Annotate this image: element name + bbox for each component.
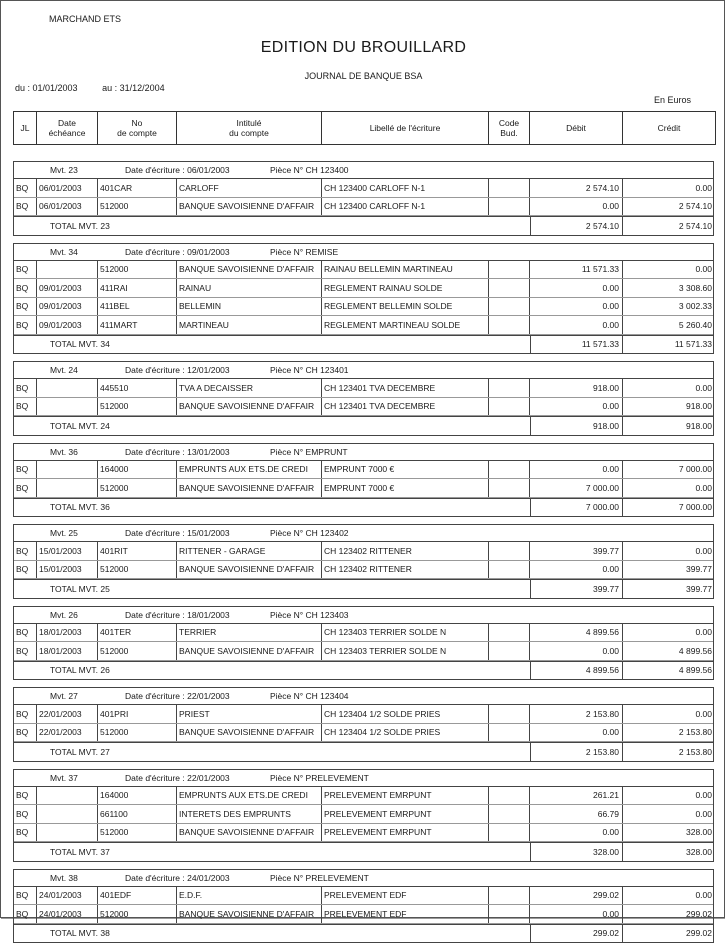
cell-date: 22/01/2003 bbox=[37, 724, 98, 742]
cell-code bbox=[489, 279, 530, 297]
total-row bbox=[14, 498, 713, 517]
cell-account: 401RIT bbox=[98, 542, 177, 560]
entry-row bbox=[14, 724, 713, 743]
total-credit: 2 574.10 bbox=[678, 220, 712, 231]
cell-jl: BQ bbox=[14, 542, 37, 560]
cell-code bbox=[489, 198, 530, 216]
cell-title: INTERETS DES EMPRUNTS bbox=[177, 805, 322, 823]
cell-date: 15/01/2003 bbox=[37, 561, 98, 579]
col-debit: Débit bbox=[530, 112, 623, 144]
cell-jl: BQ bbox=[14, 905, 37, 923]
cell-label: CH 123404 1/2 SOLDE PRIES bbox=[322, 705, 489, 723]
cell-date bbox=[37, 824, 98, 842]
cell-code bbox=[489, 561, 530, 579]
total-label: TOTAL MVT. 25 bbox=[50, 583, 110, 594]
cell-date: 24/01/2003 bbox=[37, 887, 98, 905]
cell-label: CH 123400 CARLOFF N-1 bbox=[322, 198, 489, 216]
cell-debit: 0.00 bbox=[530, 642, 623, 660]
report-title: EDITION DU BROUILLARD bbox=[260, 39, 467, 56]
total-debit: 4 899.56 bbox=[530, 662, 623, 680]
total-row bbox=[14, 579, 713, 598]
movement-block bbox=[13, 687, 714, 762]
cell-jl: BQ bbox=[14, 824, 37, 842]
cell-jl: BQ bbox=[14, 261, 37, 279]
cell-debit: 7 000.00 bbox=[530, 479, 623, 497]
movement-block bbox=[13, 243, 714, 355]
cell-debit: 0.00 bbox=[530, 279, 623, 297]
piece-number: Pièce N° PRELEVEMENT bbox=[270, 872, 369, 883]
entry-row bbox=[14, 298, 713, 317]
movement-header bbox=[14, 770, 713, 787]
entry-row bbox=[14, 787, 713, 806]
movement-number: Mvt. 25 bbox=[50, 528, 78, 538]
entry-date: Date d'écriture : 18/01/2003 bbox=[125, 609, 230, 620]
total-credit: 4 899.56 bbox=[678, 665, 712, 676]
total-row bbox=[14, 924, 713, 943]
entry-row bbox=[14, 705, 713, 724]
cell-jl: BQ bbox=[14, 624, 37, 642]
cell-code bbox=[489, 542, 530, 560]
movement-header bbox=[14, 525, 713, 542]
entry-row bbox=[14, 261, 713, 280]
cell-credit: 0.00 bbox=[695, 182, 712, 193]
cell-jl: BQ bbox=[14, 379, 37, 397]
total-credit: 918.00 bbox=[686, 420, 712, 431]
cell-label: PRELEVEMENT EMRPUNT bbox=[322, 787, 489, 805]
cell-code bbox=[489, 479, 530, 497]
cell-jl: BQ bbox=[14, 179, 37, 197]
cell-label: CH 123403 TERRIER SOLDE N bbox=[322, 642, 489, 660]
cell-date bbox=[37, 479, 98, 497]
col-date: Date échéance bbox=[37, 112, 98, 144]
period-to: au : 31/12/2004 bbox=[102, 83, 165, 93]
col-jl: JL bbox=[14, 112, 37, 144]
cell-date: 06/01/2003 bbox=[37, 198, 98, 216]
movement-block bbox=[13, 606, 714, 681]
total-row bbox=[14, 216, 713, 235]
cell-date: 18/01/2003 bbox=[37, 624, 98, 642]
piece-number: Pièce N° EMPRUNT bbox=[270, 446, 348, 457]
entry-row bbox=[14, 316, 713, 335]
period-from: du : 01/01/2003 bbox=[15, 83, 78, 93]
cell-code bbox=[489, 461, 530, 479]
cell-debit: 2 574.10 bbox=[530, 179, 623, 197]
entry-row bbox=[14, 279, 713, 298]
cell-account: 512000 bbox=[98, 398, 177, 416]
currency-label: En Euros bbox=[654, 95, 692, 105]
movement-header bbox=[14, 688, 713, 705]
movement-header bbox=[14, 870, 713, 887]
entry-row bbox=[14, 905, 713, 924]
cell-title: PRIEST bbox=[177, 705, 322, 723]
entry-row bbox=[14, 824, 713, 843]
cell-code bbox=[489, 624, 530, 642]
cell-code bbox=[489, 724, 530, 742]
cell-credit: 2 153.80 bbox=[678, 727, 712, 738]
cell-credit: 7 000.00 bbox=[678, 464, 712, 475]
cell-debit: 4 899.56 bbox=[530, 624, 623, 642]
journal-name: JOURNAL DE BANQUE BSA bbox=[304, 71, 423, 81]
cell-debit: 399.77 bbox=[530, 542, 623, 560]
cell-credit: 0.00 bbox=[695, 545, 712, 556]
cell-jl: BQ bbox=[14, 398, 37, 416]
cell-jl: BQ bbox=[14, 724, 37, 742]
piece-number: Pièce N° CH 123403 bbox=[270, 609, 349, 620]
cell-account: 445510 bbox=[98, 379, 177, 397]
entry-date: Date d'écriture : 24/01/2003 bbox=[125, 872, 230, 883]
cell-label: CH 123400 CARLOFF N-1 bbox=[322, 179, 489, 197]
cell-label: REGLEMENT RAINAU SOLDE bbox=[322, 279, 489, 297]
entry-row bbox=[14, 461, 713, 480]
cell-debit: 918.00 bbox=[530, 379, 623, 397]
movement-block bbox=[13, 161, 714, 236]
movement-block bbox=[13, 361, 714, 436]
cell-jl: BQ bbox=[14, 461, 37, 479]
piece-number: Pièce N° CH 123404 bbox=[270, 691, 349, 701]
movement-header bbox=[14, 607, 713, 624]
cell-credit: 4 899.56 bbox=[678, 645, 712, 656]
cell-account: 411BEL bbox=[98, 298, 177, 316]
cell-code bbox=[489, 642, 530, 660]
cell-label: CH 123401 TVA DECEMBRE bbox=[322, 379, 489, 397]
cell-debit: 11 571.33 bbox=[530, 261, 623, 279]
entry-row bbox=[14, 198, 713, 217]
cell-code bbox=[489, 261, 530, 279]
cell-debit: 0.00 bbox=[530, 316, 623, 334]
cell-account: 512000 bbox=[98, 824, 177, 842]
total-label: TOTAL MVT. 27 bbox=[50, 746, 110, 757]
cell-code bbox=[489, 398, 530, 416]
col-title: Intitulé du compte bbox=[177, 112, 322, 144]
period bbox=[15, 83, 187, 93]
cell-title: BANQUE SAVOISIENNE D'AFFAIR bbox=[177, 724, 322, 742]
cell-credit: 0.00 bbox=[695, 482, 712, 493]
total-credit: 2 153.80 bbox=[678, 746, 712, 757]
cell-account: 512000 bbox=[98, 905, 177, 923]
cell-code bbox=[489, 705, 530, 723]
cell-account: 401EDF bbox=[98, 887, 177, 905]
total-debit: 11 571.33 bbox=[530, 336, 623, 354]
cell-account: 512000 bbox=[98, 642, 177, 660]
cell-code bbox=[489, 787, 530, 805]
total-row bbox=[14, 335, 713, 354]
cell-title: TVA A DECAISSER bbox=[177, 379, 322, 397]
cell-jl: BQ bbox=[14, 805, 37, 823]
cell-credit: 3 308.60 bbox=[678, 282, 712, 293]
movement-block bbox=[13, 524, 714, 599]
cell-account: 661100 bbox=[98, 805, 177, 823]
cell-debit: 66.79 bbox=[530, 805, 623, 823]
cell-date: 09/01/2003 bbox=[37, 298, 98, 316]
cell-account: 401TER bbox=[98, 624, 177, 642]
total-debit: 299.02 bbox=[530, 925, 623, 943]
col-credit: Crédit bbox=[657, 123, 681, 133]
cell-code bbox=[489, 905, 530, 923]
total-credit: 399.77 bbox=[686, 583, 712, 594]
total-label: TOTAL MVT. 38 bbox=[50, 928, 110, 939]
total-credit: 7 000.00 bbox=[678, 502, 712, 513]
movement-number: Mvt. 38 bbox=[50, 872, 78, 883]
entry-row bbox=[14, 179, 713, 198]
cell-title: BANQUE SAVOISIENNE D'AFFAIR bbox=[177, 824, 322, 842]
movement-number: Mvt. 26 bbox=[50, 609, 78, 620]
cell-jl: BQ bbox=[14, 561, 37, 579]
total-label: TOTAL MVT. 37 bbox=[50, 846, 110, 857]
cell-jl: BQ bbox=[14, 298, 37, 316]
total-label: TOTAL MVT. 34 bbox=[50, 339, 110, 350]
cell-credit: 0.00 bbox=[695, 264, 712, 275]
cell-jl: BQ bbox=[14, 642, 37, 660]
cell-credit: 328.00 bbox=[686, 827, 712, 838]
total-row bbox=[14, 842, 713, 861]
cell-title: EMPRUNTS AUX ETS.DE CREDI bbox=[177, 461, 322, 479]
cell-account: 164000 bbox=[98, 787, 177, 805]
total-debit: 7 000.00 bbox=[530, 499, 623, 517]
piece-number: Pièce N° REMISE bbox=[270, 246, 339, 257]
cell-date bbox=[37, 787, 98, 805]
cell-credit: 0.00 bbox=[695, 627, 712, 638]
cell-debit: 0.00 bbox=[530, 561, 623, 579]
entries-list bbox=[13, 161, 714, 950]
cell-date: 06/01/2003 bbox=[37, 179, 98, 197]
cell-account: 512000 bbox=[98, 261, 177, 279]
piece-number: Pièce N° CH 123400 bbox=[270, 165, 349, 175]
total-debit: 2 153.80 bbox=[530, 743, 623, 761]
cell-date bbox=[37, 461, 98, 479]
cell-code bbox=[489, 805, 530, 823]
cell-debit: 0.00 bbox=[530, 824, 623, 842]
cell-title: BANQUE SAVOISIENNE D'AFFAIR bbox=[177, 905, 322, 923]
cell-code bbox=[489, 179, 530, 197]
total-row bbox=[14, 742, 713, 761]
cell-title: BANQUE SAVOISIENNE D'AFFAIR bbox=[177, 561, 322, 579]
cell-label: PRELEVEMENT EDF bbox=[322, 887, 489, 905]
col-account: No de compte bbox=[98, 112, 177, 144]
entry-date: Date d'écriture : 13/01/2003 bbox=[125, 446, 230, 457]
cell-title: RITTENER - GARAGE bbox=[177, 542, 322, 560]
cell-label: CH 123401 TVA DECEMBRE bbox=[322, 398, 489, 416]
cell-debit: 0.00 bbox=[530, 198, 623, 216]
cell-title: BANQUE SAVOISIENNE D'AFFAIR bbox=[177, 198, 322, 216]
movement-block bbox=[13, 769, 714, 862]
entry-row bbox=[14, 561, 713, 580]
cell-credit: 3 002.33 bbox=[678, 301, 712, 312]
cell-debit: 261.21 bbox=[530, 787, 623, 805]
total-credit: 328.00 bbox=[686, 846, 712, 857]
cell-credit: 2 574.10 bbox=[678, 201, 712, 212]
cell-code bbox=[489, 316, 530, 334]
cell-date: 18/01/2003 bbox=[37, 642, 98, 660]
entry-date: Date d'écriture : 15/01/2003 bbox=[125, 528, 230, 538]
column-header bbox=[13, 111, 716, 145]
col-label: Libellé de l'écriture bbox=[322, 112, 489, 144]
total-label: TOTAL MVT. 24 bbox=[50, 420, 110, 431]
cell-label: PRELEVEMENT EDF bbox=[322, 905, 489, 923]
cell-date: 09/01/2003 bbox=[37, 316, 98, 334]
cell-date: 15/01/2003 bbox=[37, 542, 98, 560]
entry-row bbox=[14, 479, 713, 498]
cell-debit: 0.00 bbox=[530, 905, 623, 923]
piece-number: Pièce N° PRELEVEMENT bbox=[270, 772, 369, 783]
cell-label: CH 123404 1/2 SOLDE PRIES bbox=[322, 724, 489, 742]
entry-date: Date d'écriture : 22/01/2003 bbox=[125, 772, 230, 783]
cell-label: CH 123402 RITTENER bbox=[322, 561, 489, 579]
cell-label: REGLEMENT MARTINEAU SOLDE bbox=[322, 316, 489, 334]
entry-row bbox=[14, 624, 713, 643]
cell-credit: 299.02 bbox=[686, 908, 712, 919]
cell-jl: BQ bbox=[14, 279, 37, 297]
movement-number: Mvt. 37 bbox=[50, 772, 78, 783]
total-debit: 328.00 bbox=[530, 843, 623, 861]
total-debit: 2 574.10 bbox=[530, 217, 623, 235]
cell-title: CARLOFF bbox=[177, 179, 322, 197]
movement-header bbox=[14, 244, 713, 261]
cell-date bbox=[37, 379, 98, 397]
cell-debit: 0.00 bbox=[530, 298, 623, 316]
movement-header bbox=[14, 444, 713, 461]
cell-jl: BQ bbox=[14, 316, 37, 334]
movement-number: Mvt. 24 bbox=[50, 365, 78, 375]
movement-number: Mvt. 27 bbox=[50, 691, 78, 701]
cell-date bbox=[37, 261, 98, 279]
cell-account: 512000 bbox=[98, 724, 177, 742]
cell-title: RAINAU bbox=[177, 279, 322, 297]
entry-row bbox=[14, 887, 713, 906]
cell-jl: BQ bbox=[14, 479, 37, 497]
cell-label: PRELEVEMENT EMRPUNT bbox=[322, 805, 489, 823]
movement-block bbox=[13, 869, 714, 944]
cell-title: BANQUE SAVOISIENNE D'AFFAIR bbox=[177, 398, 322, 416]
entry-date: Date d'écriture : 12/01/2003 bbox=[125, 365, 230, 375]
cell-debit: 0.00 bbox=[530, 461, 623, 479]
entry-row bbox=[14, 398, 713, 417]
col-code: Code Bud. bbox=[489, 112, 530, 144]
cell-date bbox=[37, 398, 98, 416]
movement-number: Mvt. 23 bbox=[50, 165, 78, 175]
cell-debit: 0.00 bbox=[530, 398, 623, 416]
cell-title: BANQUE SAVOISIENNE D'AFFAIR bbox=[177, 261, 322, 279]
cell-label: CH 123402 RITTENER bbox=[322, 542, 489, 560]
cell-title: BANQUE SAVOISIENNE D'AFFAIR bbox=[177, 642, 322, 660]
total-label: TOTAL MVT. 26 bbox=[50, 665, 110, 676]
total-debit: 918.00 bbox=[530, 417, 623, 435]
entry-row bbox=[14, 805, 713, 824]
movement-header bbox=[14, 362, 713, 379]
total-credit: 299.02 bbox=[686, 928, 712, 939]
cell-label: RAINAU BELLEMIN MARTINEAU bbox=[322, 261, 489, 279]
cell-jl: BQ bbox=[14, 787, 37, 805]
entry-row bbox=[14, 642, 713, 661]
total-label: TOTAL MVT. 36 bbox=[50, 502, 110, 513]
cell-code bbox=[489, 887, 530, 905]
cell-credit: 0.00 bbox=[695, 890, 712, 901]
total-credit: 11 571.33 bbox=[674, 339, 712, 350]
cell-label: EMPRUNT 7000 € bbox=[322, 461, 489, 479]
cell-date: 24/01/2003 bbox=[37, 905, 98, 923]
cell-date bbox=[37, 805, 98, 823]
cell-account: 512000 bbox=[98, 198, 177, 216]
cell-title: E.D.F. bbox=[177, 887, 322, 905]
total-row bbox=[14, 416, 713, 435]
cell-label: CH 123403 TERRIER SOLDE N bbox=[322, 624, 489, 642]
piece-number: Pièce N° CH 123401 bbox=[270, 365, 349, 375]
cell-date: 22/01/2003 bbox=[37, 705, 98, 723]
cell-title: BANQUE SAVOISIENNE D'AFFAIR bbox=[177, 479, 322, 497]
cell-account: 512000 bbox=[98, 479, 177, 497]
total-debit: 399.77 bbox=[530, 580, 623, 598]
movement-block bbox=[13, 443, 714, 518]
cell-code bbox=[489, 298, 530, 316]
cell-account: 164000 bbox=[98, 461, 177, 479]
cell-account: 411MART bbox=[98, 316, 177, 334]
cell-date: 09/01/2003 bbox=[37, 279, 98, 297]
cell-credit: 0.00 bbox=[695, 790, 712, 801]
entry-date: Date d'écriture : 22/01/2003 bbox=[125, 691, 230, 701]
cell-credit: 0.00 bbox=[695, 708, 712, 719]
cell-credit: 0.00 bbox=[695, 382, 712, 393]
entry-row bbox=[14, 379, 713, 398]
cell-title: EMPRUNTS AUX ETS.DE CREDI bbox=[177, 787, 322, 805]
total-row bbox=[14, 661, 713, 680]
cell-code bbox=[489, 379, 530, 397]
cell-title: BELLEMIN bbox=[177, 298, 322, 316]
cell-account: 512000 bbox=[98, 561, 177, 579]
cell-account: 401PRI bbox=[98, 705, 177, 723]
cell-jl: BQ bbox=[14, 887, 37, 905]
cell-title: TERRIER bbox=[177, 624, 322, 642]
cell-code bbox=[489, 824, 530, 842]
cell-label: EMPRUNT 7000 € bbox=[322, 479, 489, 497]
cell-jl: BQ bbox=[14, 705, 37, 723]
entry-row bbox=[14, 542, 713, 561]
movement-number: Mvt. 36 bbox=[50, 446, 78, 457]
cell-debit: 299.02 bbox=[530, 887, 623, 905]
cell-credit: 5 260.40 bbox=[678, 319, 712, 330]
piece-number: Pièce N° CH 123402 bbox=[270, 528, 349, 538]
movement-number: Mvt. 34 bbox=[50, 246, 78, 257]
cell-credit: 0.00 bbox=[695, 808, 712, 819]
entry-date: Date d'écriture : 09/01/2003 bbox=[125, 246, 230, 257]
cell-credit: 918.00 bbox=[686, 401, 712, 412]
movement-header bbox=[14, 162, 713, 179]
cell-label: PRELEVEMENT EMRPUNT bbox=[322, 824, 489, 842]
entry-date: Date d'écriture : 06/01/2003 bbox=[125, 165, 230, 175]
cell-jl: BQ bbox=[14, 198, 37, 216]
cell-title: MARTINEAU bbox=[177, 316, 322, 334]
cell-account: 411RAI bbox=[98, 279, 177, 297]
cell-debit: 2 153.80 bbox=[530, 705, 623, 723]
company-name: MARCHAND ETS bbox=[49, 14, 122, 24]
total-label: TOTAL MVT. 23 bbox=[50, 220, 110, 231]
cell-debit: 0.00 bbox=[530, 724, 623, 742]
cell-account: 401CAR bbox=[98, 179, 177, 197]
cell-label: REGLEMENT BELLEMIN SOLDE bbox=[322, 298, 489, 316]
cell-credit: 399.77 bbox=[686, 564, 712, 575]
